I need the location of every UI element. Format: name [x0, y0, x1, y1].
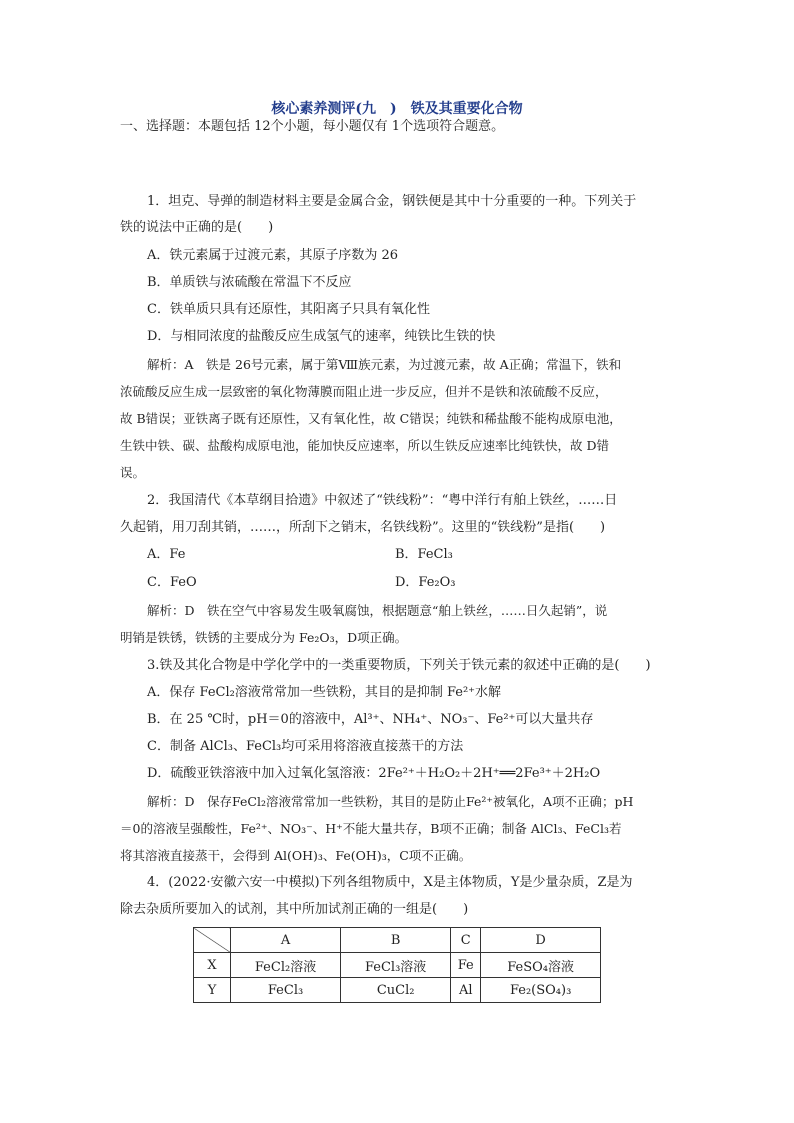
q1-analysis-line3: 故 B错误；亚铁离子既有还原性，又有氧化性，故 C错误；纯铁和稀盐酸不能构成原电池， — [120, 411, 622, 426]
table-cell: FeCl₃溶液 — [341, 953, 451, 978]
q4-options-table — [193, 927, 601, 1003]
q2-option-b: B．FeCl₃ — [395, 547, 453, 562]
q1-stem-line2: 铁的说法中正确的是( ) — [120, 220, 274, 235]
table-cell: FeCl₂溶液 — [231, 953, 341, 978]
q1-analysis-line1: 解析：A 铁是 26号元素，属于第Ⅷ族元素，为过渡元素，故 A正确；常温下，铁和 — [147, 357, 622, 372]
q2-analysis-line1: 解析：D 铁在空气中容易发生吸氧腐蚀，根据题意“舶上铁丝，……日久起销”，说 — [147, 603, 608, 618]
table-row — [194, 953, 601, 978]
table-header-row — [194, 928, 601, 953]
page-title: 核心素养测评(九 ) 铁及其重要化合物 — [271, 101, 523, 117]
q3-option-b: B．在 25 ℃时，pH＝0的溶液中，Al³⁺、NH₄⁺、NO₃⁻、Fe²⁺可以大量共存 — [147, 712, 594, 727]
q2-stem-line2: 久起销，用刀刮其销，……，所刮下之销末，名铁线粉”。这里的“铁线粉”是指( ) — [120, 520, 606, 535]
table-cell: Fe₂(SO₄)₃ — [481, 978, 601, 1003]
q3-option-c: C．制备 AlCl₃、FeCl₃均可采用将溶液直接蒸干的方法 — [147, 739, 464, 754]
q2-option-d: D．Fe₂O₃ — [395, 575, 456, 590]
q4-stem-line1: 4．(2022·安徽六安一中模拟)下列各组物质中，X是主体物质，Y是少量杂质，Z是为 — [147, 875, 633, 890]
table-cell: Al — [451, 978, 481, 1003]
q3-option-d: D．硫酸亚铁溶液中加入过氧化氢溶液：2Fe²⁺＋H₂O₂＋2H⁺══2Fe³⁺＋2H₂O — [147, 766, 601, 781]
q2-analysis-line2: 明销是铁锈，铁锈的主要成分为 Fe₂O₃，D项正确。 — [120, 630, 408, 645]
q2-stem-line1: 2．我国清代《本草纲目拾遗》中叙述了“铁线粉”：“粤中洋行有舶上铁丝，……日 — [147, 493, 618, 508]
q3-analysis-line2: ＝0的溶液呈强酸性，Fe²⁺、NO₃⁻、H⁺不能大量共存，B项不正确；制备 AlCl₃、FeCl₃若 — [120, 821, 622, 836]
q2-option-c: C．FeO — [147, 575, 197, 590]
table-row — [194, 978, 601, 1003]
q3-analysis-line3: 将其溶液直接蒸干，会得到 Al(OH)₃、Fe(OH)₃，C项不正确。 — [120, 848, 472, 863]
table-row-label: X — [194, 953, 231, 978]
table-cell: Fe — [451, 953, 481, 978]
q1-option-a: A．铁元素属于过渡元素，其原子序数为 26 — [147, 248, 399, 263]
table-cell: CuCl₂ — [341, 978, 451, 1003]
table-header-cell: C — [451, 928, 481, 953]
table-header-cell: B — [341, 928, 451, 953]
q3-analysis-line1: 解析：D 保存FeCl₂溶液常常加一些铁粉，其目的是防止Fe²⁺被氧化，A项不正确；pH — [147, 794, 634, 809]
q1-analysis-line2: 浓硫酸反应生成一层致密的氧化物薄膜而阻止进一步反应，但并不是铁和浓硫酸不反应， — [120, 384, 608, 399]
table-corner-cell — [194, 928, 231, 953]
q3-option-a: A．保存 FeCl₂溶液常常加一些铁粉，其目的是抑制 Fe²⁺水解 — [147, 685, 502, 700]
table-row-label: Y — [194, 978, 231, 1003]
q3-stem: 3.铁及其化合物是中学化学中的一类重要物质，下列关于铁元素的叙述中正确的是( ) — [147, 658, 651, 673]
table-cell: FeCl₃ — [231, 978, 341, 1003]
q1-option-b: B．单质铁与浓硫酸在常温下不反应 — [147, 275, 352, 290]
q1-option-d: D．与相同浓度的盐酸反应生成氢气的速率，纯铁比生铁的快 — [147, 329, 496, 344]
table-cell: FeSO₄溶液 — [481, 953, 601, 978]
section-intro: 一、选择题：本题包括 12个小题，每小题仅有 1个选项符合题意。 — [120, 119, 505, 134]
q2-option-a: A．Fe — [147, 547, 186, 562]
q1-stem-line1: 1．坦克、导弹的制造材料主要是金属合金，钢铁便是其中十分重要的一种。下列关于 — [147, 194, 637, 209]
q1-option-c: C．铁单质只具有还原性，其阳离子只具有氧化性 — [147, 302, 430, 317]
q4-stem-line2: 除去杂质所要加入的试剂，其中所加试剂正确的一组是( ) — [120, 902, 469, 917]
table-header-cell: D — [481, 928, 601, 953]
table-header-cell: A — [231, 928, 341, 953]
q1-analysis-line4: 生铁中铁、碳、盐酸构成原电池，能加快反应速率，所以生铁反应速率比纯铁快，故 D错 — [120, 438, 609, 453]
q1-analysis-line5: 误。 — [120, 465, 146, 480]
